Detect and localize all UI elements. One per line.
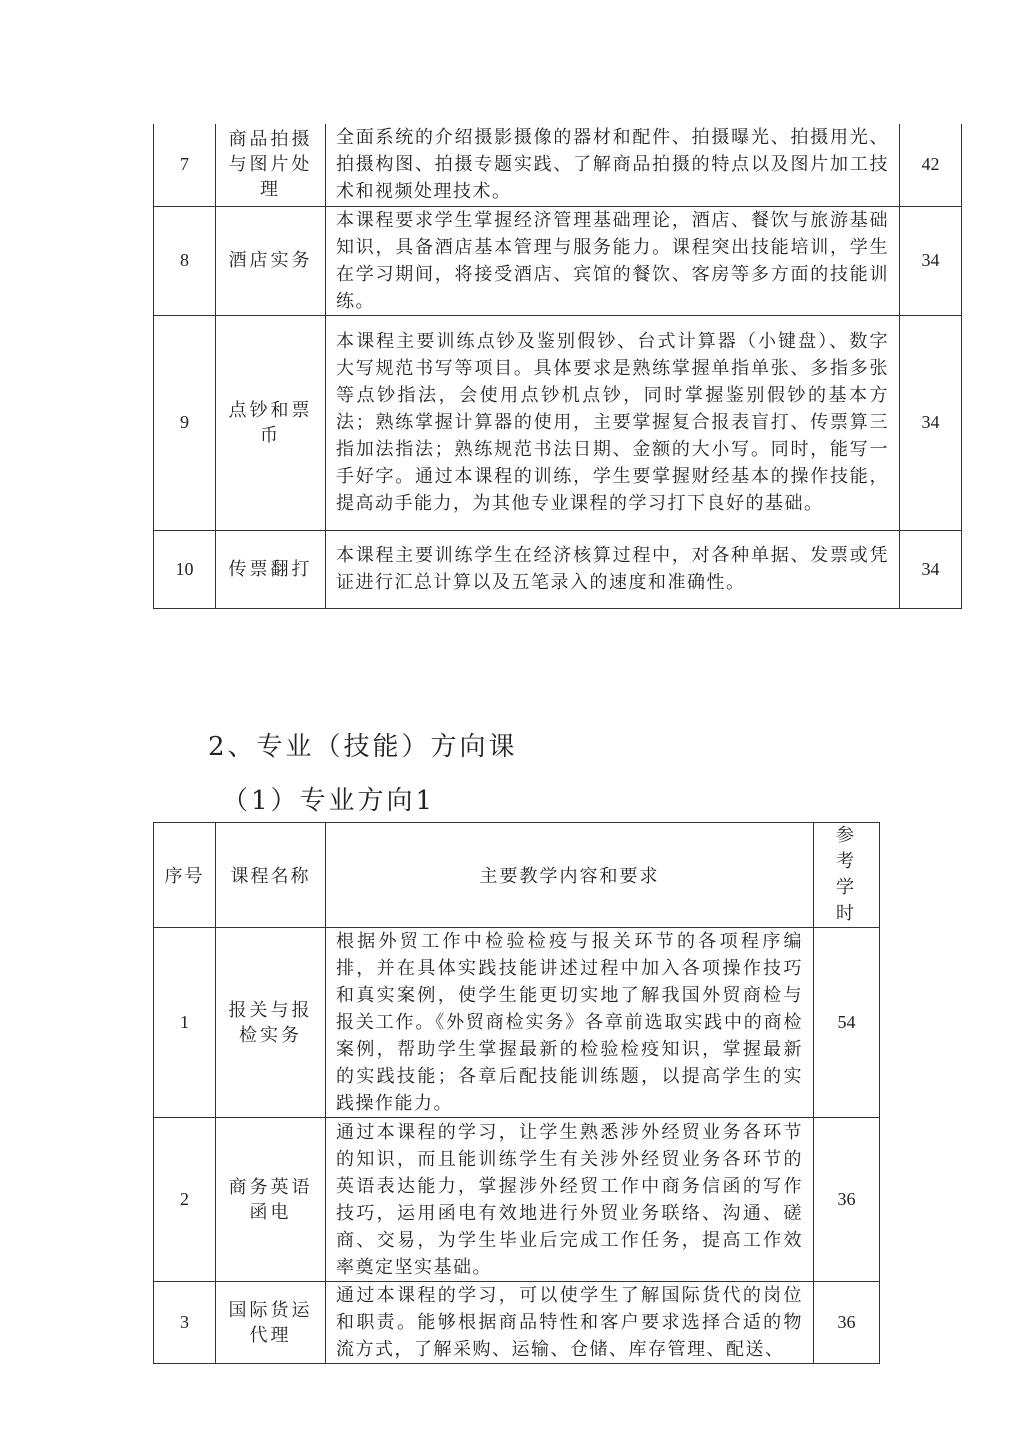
course-description: 通过本课程的学习，让学生熟悉涉外经贸业务各环节的知识，而且能训练学生有关涉外经贸业务各环节的英语表达能力，掌握涉外经贸工作中商务信函的写作技巧，运用函电有效地进行外贸业务联络、沟通、磋商、交易，为学生毕业后完成工作任务，提高工作效率奠定坚实基础。 (326, 1118, 814, 1282)
table-row (154, 928, 880, 1118)
course-description: 根据外贸工作中检验检疫与报关环节的各项程序编排，并在具体实践技能讲述过程中加入各项操作技巧和真实案例，使学生能更切实地了解我国外贸商检与报关工作。《外贸商检实务》各章前选取实践中的商检案例，帮助学生掌握最新的检验检疫知识，掌握最新的实践技能；各章后配技能训练题，以提高学生的实践操作能力。 (326, 928, 814, 1118)
course-description: 通过本课程的学习，可以使学生了解国际货代的岗位和职责。能够根据商品特性和客户要求选择合适的物流方式，了解采购、运输、仓储、库存管理、配送、 (326, 1282, 814, 1364)
course-hours: 34 (900, 530, 962, 608)
course-hours: 36 (814, 1118, 880, 1282)
course-hours: 36 (814, 1282, 880, 1364)
table-header-row (154, 823, 880, 928)
row-number: 9 (154, 315, 216, 530)
course-description: 本课程主要训练点钞及鉴别假钞、台式计算器（小键盘）、数字大写规范书写等项目。具体要求是熟练掌握单指单张、多指多张等点钞指法，会使用点钞机点钞，同时掌握鉴别假钞的基本方法；熟练掌握计算器的使用，主要掌握复合报表盲打、传票算三指加法指法；熟练规范书法日期、金额的大小写。同时，能写一手好字。通过本课程的训练，学生要掌握财经基本的操作技能，提高动手能力，为其他专业课程的学习打下良好的基础。 (326, 315, 900, 530)
row-number: 1 (154, 928, 216, 1118)
section-heading: 2、专业（技能）方向课 (208, 732, 518, 762)
course-name: 点钞和票币 (216, 315, 326, 530)
table-row (154, 1282, 880, 1364)
header-course-name: 课程名称 (216, 823, 326, 928)
course-hours: 34 (900, 206, 962, 315)
table-row (154, 530, 962, 608)
header-number: 序号 (154, 823, 216, 928)
course-hours: 54 (814, 928, 880, 1118)
course-hours: 42 (900, 124, 962, 206)
table-row (154, 315, 962, 530)
sub-heading: （1）专业方向1 (222, 786, 436, 816)
course-table-direction-1 (153, 822, 880, 1364)
header-description: 主要教学内容和要求 (326, 823, 814, 928)
course-name: 国际货运代理 (216, 1282, 326, 1364)
course-description: 全面系统的介绍摄影摄像的器材和配件、拍摄曝光、拍摄用光、拍摄构图、拍摄专题实践、了解商品拍摄的特点以及图片加工技术和视频处理技术。 (326, 124, 900, 206)
course-name: 商品拍摄与图片处理 (216, 124, 326, 206)
course-name: 酒店实务 (216, 206, 326, 315)
row-number: 10 (154, 530, 216, 608)
header-hours: 参考学时 (814, 823, 880, 928)
course-name: 报关与报检实务 (216, 928, 326, 1118)
row-number: 3 (154, 1282, 216, 1364)
course-description: 本课程要求学生掌握经济管理基础理论，酒店、餐饮与旅游基础知识，具备酒店基本管理与服务能力。课程突出技能培训，学生在学习期间，将接受酒店、宾馆的餐饮、客房等多方面的技能训练。 (326, 206, 900, 315)
row-number: 7 (154, 124, 216, 206)
course-table-continued (153, 124, 962, 609)
course-name: 商务英语函电 (216, 1118, 326, 1282)
row-number: 2 (154, 1118, 216, 1282)
row-number: 8 (154, 206, 216, 315)
course-description: 本课程主要训练学生在经济核算过程中，对各种单据、发票或凭证进行汇总计算以及五笔录入的速度和准确性。 (326, 530, 900, 608)
table-row (154, 206, 962, 315)
course-name: 传票翻打 (216, 530, 326, 608)
table-row (154, 124, 962, 206)
course-hours: 34 (900, 315, 962, 530)
table-row (154, 1118, 880, 1282)
